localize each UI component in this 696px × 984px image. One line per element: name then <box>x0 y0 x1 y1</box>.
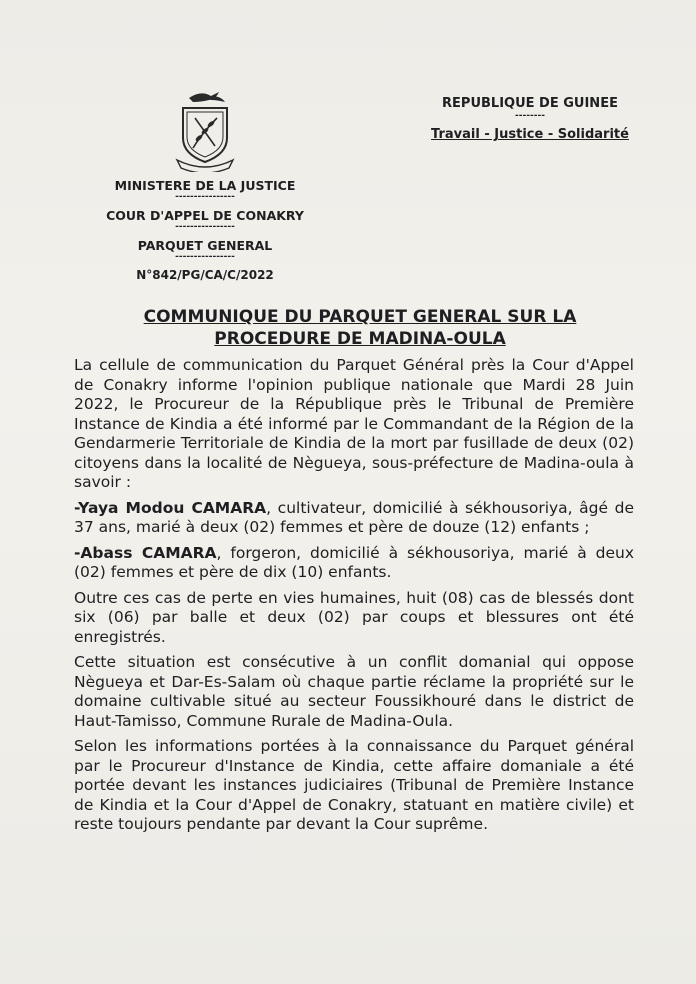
separator: ---------------- <box>175 252 235 262</box>
coat-of-arms-emblem-icon <box>167 88 243 172</box>
court-name: COUR D'APPEL DE CONAKRY <box>106 208 304 223</box>
ministry-name: MINISTERE DE LA JUSTICE <box>114 178 296 193</box>
victim-2-details: , forgeron, domicilié à sékhousoriya, marié à deux (02) femmes et père de dix (10) enfants. <box>74 543 634 581</box>
national-motto: Travail - Justice - Solidarité <box>431 127 629 143</box>
victim-2-name: -Abass CAMARA <box>74 543 217 562</box>
document-title <box>60 306 660 350</box>
title-line-2: PROCEDURE DE MADINA-OULA <box>214 329 506 350</box>
paragraph-intro: La cellule de communication du Parquet Général près la Cour d'Appel de Conakry informe l'opinion publique nationale que Mardi 28 Juin 2022, le Procureur de la République près le Tribunal de Première Instance de Kindia a été informé par le Commandant de la Région de la Gendarmerie Territoriale de Kindia de la mort par fusillade de deux (02) citoyens dans la localité de Nègueya, sous-préfecture de Madina-oula à savoir : <box>74 356 634 491</box>
separator: ---------------- <box>175 222 235 232</box>
separator: -------- <box>515 111 545 122</box>
title-line-1: COMMUNIQUE DU PARQUET GENERAL SUR LA <box>143 307 577 327</box>
reference-number: N°842/PG/CA/C/2022 <box>136 268 274 282</box>
left-header <box>100 88 310 282</box>
document-body <box>74 356 634 841</box>
victim-2 <box>74 544 634 583</box>
country-name: REPUBLIQUE DE GUINEE <box>442 96 618 111</box>
paragraph-conflict: Cette situation est consécutive à un conflit domanial qui oppose Nègueya et Dar-Es-Salam où chaque partie réclame la propriété sur le domaine cultivable situé au secteur Foussikhouré dans le district de Haut-Tamisso, Commune Rurale de Madina-Oula. <box>74 653 634 730</box>
victim-1-name: -Yaya Modou CAMARA <box>74 498 267 517</box>
paragraph-injuries: Outre ces cas de perte en vies humaines, huit (08) cas de blessés dont six (06) par balle et deux (02) par coups et blessures ont été enregistrés. <box>74 588 634 646</box>
separator: ---------------- <box>175 192 235 202</box>
parquet-name: PARQUET GENERAL <box>137 238 273 253</box>
victim-1 <box>74 499 634 538</box>
paragraph-procedure: Selon les informations portées à la connaissance du Parquet général par le Procureur d'Instance de Kindia, cette affaire domaniale a été portée devant les instances judiciaires (Tribunal de Première Instance de Kindia et la Cour d'Appel de Conakry, statuant en matière civile) et reste toujours pendante par devant la Cour suprême. <box>74 737 634 833</box>
right-header <box>420 96 640 144</box>
victim-1-details: , cultivateur, domicilié à sékhousoriya, âgé de 37 ans, marié à deux (02) femmes et père de douze (12) enfants ; <box>74 498 634 536</box>
